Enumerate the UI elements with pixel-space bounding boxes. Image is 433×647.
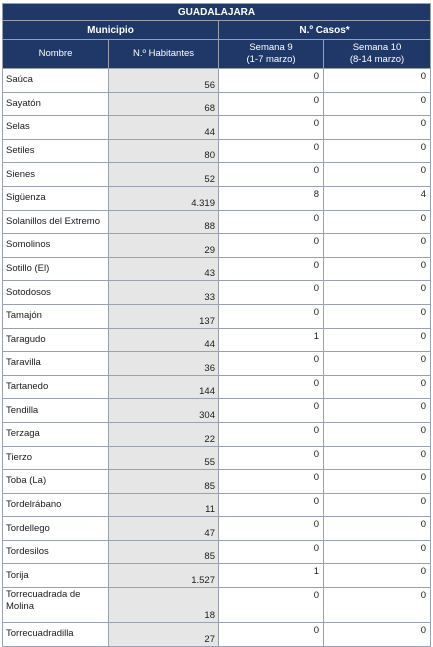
cell-semana10: 0 [324,234,431,258]
cell-semana9: 0 [219,163,324,187]
table-row [3,234,431,258]
cell-semana9: 0 [219,623,324,647]
cell-semana9: 0 [219,517,324,541]
cell-semana9: 0 [219,92,324,116]
cell-habitantes: 85 [109,540,219,564]
cell-semana10: 0 [324,69,431,93]
cell-semana9: 0 [219,139,324,163]
cell-habitantes: 52 [109,163,219,187]
cell-nombre: Tendilla [3,399,109,423]
cell-nombre: Torija [3,564,109,588]
cell-semana10: 0 [324,304,431,328]
cell-nombre: Taragudo [3,328,109,352]
table-row [3,375,431,399]
cell-habitantes: 80 [109,139,219,163]
table-row [3,257,431,281]
cell-nombre: Tierzo [3,446,109,470]
cell-semana10: 0 [324,116,431,140]
table-row [3,92,431,116]
cell-semana10: 0 [324,352,431,376]
cases-table-container [2,3,430,647]
semana10-range: (8-14 marzo) [349,54,405,65]
cell-semana10: 0 [324,163,431,187]
cell-nombre: Saúca [3,69,109,93]
column-header-semana10 [324,40,431,69]
group-header-municipio: Municipio [3,21,219,40]
cell-nombre: Sotillo (El) [3,257,109,281]
cell-nombre: Solanillos del Extremo [3,210,109,234]
column-header-habitantes: N.º Habitantes [109,40,219,69]
cell-nombre: Tordesilos [3,540,109,564]
table-row [3,540,431,564]
cell-semana10: 0 [324,422,431,446]
cell-semana10: 0 [324,375,431,399]
cell-habitantes: 144 [109,375,219,399]
cell-nombre: Sotodosos [3,281,109,305]
cell-nombre: Terzaga [3,422,109,446]
cell-semana9: 0 [219,375,324,399]
cell-semana9: 0 [219,257,324,281]
cell-semana9: 1 [219,564,324,588]
table-row [3,422,431,446]
table-row [3,399,431,423]
cell-habitantes: 22 [109,422,219,446]
cell-semana10: 0 [324,470,431,494]
cell-semana10: 0 [324,493,431,517]
cell-nombre: Tamajón [3,304,109,328]
cell-semana10: 4 [324,186,431,210]
cell-nombre: Selas [3,116,109,140]
cell-habitantes: 4.319 [109,186,219,210]
table-title: GUADALAJARA [3,4,431,21]
cell-nombre: Tartanedo [3,375,109,399]
cell-semana9: 0 [219,69,324,93]
semana9-range: (1-7 marzo) [246,54,296,65]
cell-semana9: 0 [219,234,324,258]
cell-semana10: 0 [324,281,431,305]
cell-habitantes: 29 [109,234,219,258]
cell-nombre: Sigüenza [3,186,109,210]
cell-habitantes: 68 [109,92,219,116]
cell-habitantes: 44 [109,328,219,352]
cell-habitantes: 33 [109,281,219,305]
cell-habitantes: 43 [109,257,219,281]
cell-semana9: 0 [219,281,324,305]
cell-habitantes: 55 [109,446,219,470]
cell-habitantes: 304 [109,399,219,423]
cell-semana9: 0 [219,422,324,446]
cell-semana9: 0 [219,116,324,140]
cell-nombre: Somolinos [3,234,109,258]
table-row [3,210,431,234]
cell-nombre: Taravilla [3,352,109,376]
column-header-nombre: Nombre [3,40,109,69]
cases-table [2,3,431,647]
cell-semana9: 0 [219,210,324,234]
cell-semana10: 0 [324,257,431,281]
table-row [3,623,431,647]
cell-nombre: Sayatón [3,92,109,116]
cell-semana10: 0 [324,623,431,647]
table-row [3,470,431,494]
cell-semana10: 0 [324,139,431,163]
cell-semana9: 0 [219,352,324,376]
cell-semana9: 0 [219,399,324,423]
cell-semana9: 0 [219,493,324,517]
cell-semana9: 1 [219,328,324,352]
table-row [3,163,431,187]
cell-habitantes: 1.527 [109,564,219,588]
semana10-label: Semana 10 [352,42,402,53]
cell-semana9: 0 [219,588,324,623]
cell-semana10: 0 [324,328,431,352]
cell-semana10: 0 [324,210,431,234]
cell-semana10: 0 [324,564,431,588]
cell-habitantes: 47 [109,517,219,541]
table-row [3,186,431,210]
cell-habitantes: 137 [109,304,219,328]
table-row [3,116,431,140]
table-row [3,139,431,163]
cell-habitantes: 85 [109,470,219,494]
table-row [3,304,431,328]
cell-nombre: Torrecuadradilla [3,623,109,647]
cell-semana9: 0 [219,540,324,564]
table-row [3,281,431,305]
table-row [3,493,431,517]
cell-nombre: Tordellego [3,517,109,541]
table-row [3,564,431,588]
cell-nombre: Toba (La) [3,470,109,494]
cell-semana10: 0 [324,517,431,541]
cell-semana10: 0 [324,540,431,564]
cell-semana10: 0 [324,446,431,470]
cell-semana9: 0 [219,304,324,328]
table-row [3,69,431,93]
cell-semana10: 0 [324,399,431,423]
cell-habitantes: 44 [109,116,219,140]
table-row [3,328,431,352]
table-row [3,446,431,470]
cell-habitantes: 11 [109,493,219,517]
cell-nombre: Sienes [3,163,109,187]
cell-semana9: 0 [219,470,324,494]
column-header-semana9 [219,40,324,69]
cell-habitantes: 27 [109,623,219,647]
table-row [3,517,431,541]
cell-semana9: 0 [219,446,324,470]
table-row [3,588,431,623]
semana9-label: Semana 9 [249,42,293,53]
cell-habitantes: 36 [109,352,219,376]
cell-habitantes: 56 [109,69,219,93]
table-row [3,352,431,376]
cell-nombre: Tordelrábano [3,493,109,517]
cell-nombre: Torrecuadrada de Molina [3,588,109,623]
cell-semana10: 0 [324,588,431,623]
cell-habitantes: 88 [109,210,219,234]
cell-nombre: Setiles [3,139,109,163]
cell-semana10: 0 [324,92,431,116]
group-header-casos: N.º Casos* [219,21,431,40]
cell-habitantes: 18 [109,588,219,623]
cell-semana9: 8 [219,186,324,210]
